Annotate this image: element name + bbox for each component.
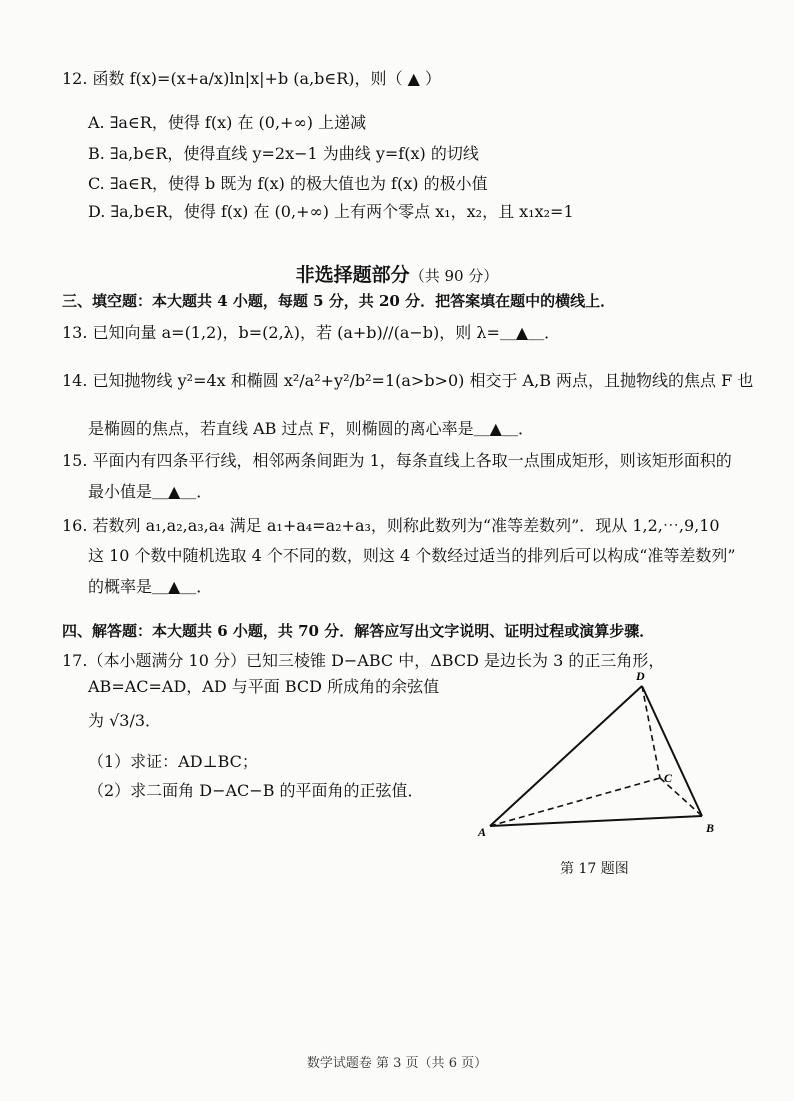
q12-option-b: B. ∃a,b∈R，使得直线 y=2x−1 为曲线 y=f(x) 的切线 — [88, 144, 479, 163]
q17-line2: AB=AC=AD，AD 与平面 BCD 所成角的余弦值 — [88, 677, 440, 696]
q17-figure-caption: 第 17 题图 — [560, 861, 629, 877]
section4-header: 四、解答题：本大题共 6 小题，共 70 分．解答应写出文字说明、证明过程或演算步骤． — [62, 622, 655, 640]
q17-line1: 17.（本小题满分 10 分）已知三棱锥 D−ABC 中，ΔBCD 是边长为 3 的正三角形， — [62, 651, 665, 670]
q12-option-a: A. ∃a∈R，使得 f(x) 在 (0,+∞) 上递减 — [88, 113, 367, 132]
edge-db — [642, 686, 702, 816]
part2-subtitle: （共 90 分） — [409, 267, 499, 285]
q15-line1: 15. 平面内有四条平行线，相邻两条间距为 1，每条直线上各取一点围成矩形，则该矩形面积的 — [62, 451, 732, 470]
q15-line2: 最小值是＿▲＿． — [88, 482, 213, 501]
q12-option-d: D. ∃a,b∈R，使得 f(x) 在 (0,+∞) 上有两个零点 x₁，x₂，且 x₁x₂=1 — [88, 202, 574, 221]
q17-line3: 为 √3/3． — [88, 711, 162, 730]
q13: 13. 已知向量 a=(1,2)，b=(2,λ)，若 (a+b)//(a−b)，则 λ=＿▲＿． — [62, 323, 561, 342]
page-footer: 数学试题卷 第 3 页（共 6 页） — [306, 1056, 488, 1071]
q14-line1: 14. 已知抛物线 y²=4x 和椭圆 x²/a²+y²/b²=1(a>b>0) 相交于 A,B 两点，且抛物线的焦点 F 也 — [62, 371, 754, 390]
label-a: A — [478, 825, 487, 839]
part2-title-text: 非选择题部分 — [295, 264, 410, 286]
section3-header: 三、填空题：本大题共 4 小题，每题 5 分，共 20 分．把答案填在题中的横线上． — [62, 292, 616, 310]
q12-option-c: C. ∃a∈R，使得 b 既为 f(x) 的极大值也为 f(x) 的极小值 — [88, 174, 488, 193]
q16-line1: 16. 若数列 a₁,a₂,a₃,a₄ 满足 a₁+a₄=a₂+a₃，则称此数列为“准等差数列”．现从 1,2,⋯,9,10 — [62, 516, 720, 535]
edge-dc — [642, 686, 660, 778]
q14-line2: 是椭圆的焦点，若直线 AB 过点 F，则椭圆的离心率是＿▲＿． — [88, 419, 534, 438]
q17-part2: （2）求二面角 D−AC−B 的平面角的正弦值． — [88, 781, 424, 800]
q17-figure — [470, 668, 730, 848]
q16-line3: 的概率是＿▲＿． — [88, 577, 213, 596]
label-b: B — [706, 821, 715, 835]
q17-part1: （1）求证：AD⊥BC； — [88, 752, 258, 771]
label-d: D — [636, 669, 645, 683]
q12-stem: 12. 函数 f(x)=(x+a/x)ln|x|+b (a,b∈R)，则（ ▲ ） — [62, 69, 442, 88]
label-c: C — [664, 771, 673, 785]
q16-line2: 这 10 个数中随机选取 4 个不同的数，则这 4 个数经过适当的排列后可以构成“准等差数列” — [88, 546, 736, 565]
edge-ad — [490, 686, 642, 826]
part2-title — [0, 260, 794, 287]
